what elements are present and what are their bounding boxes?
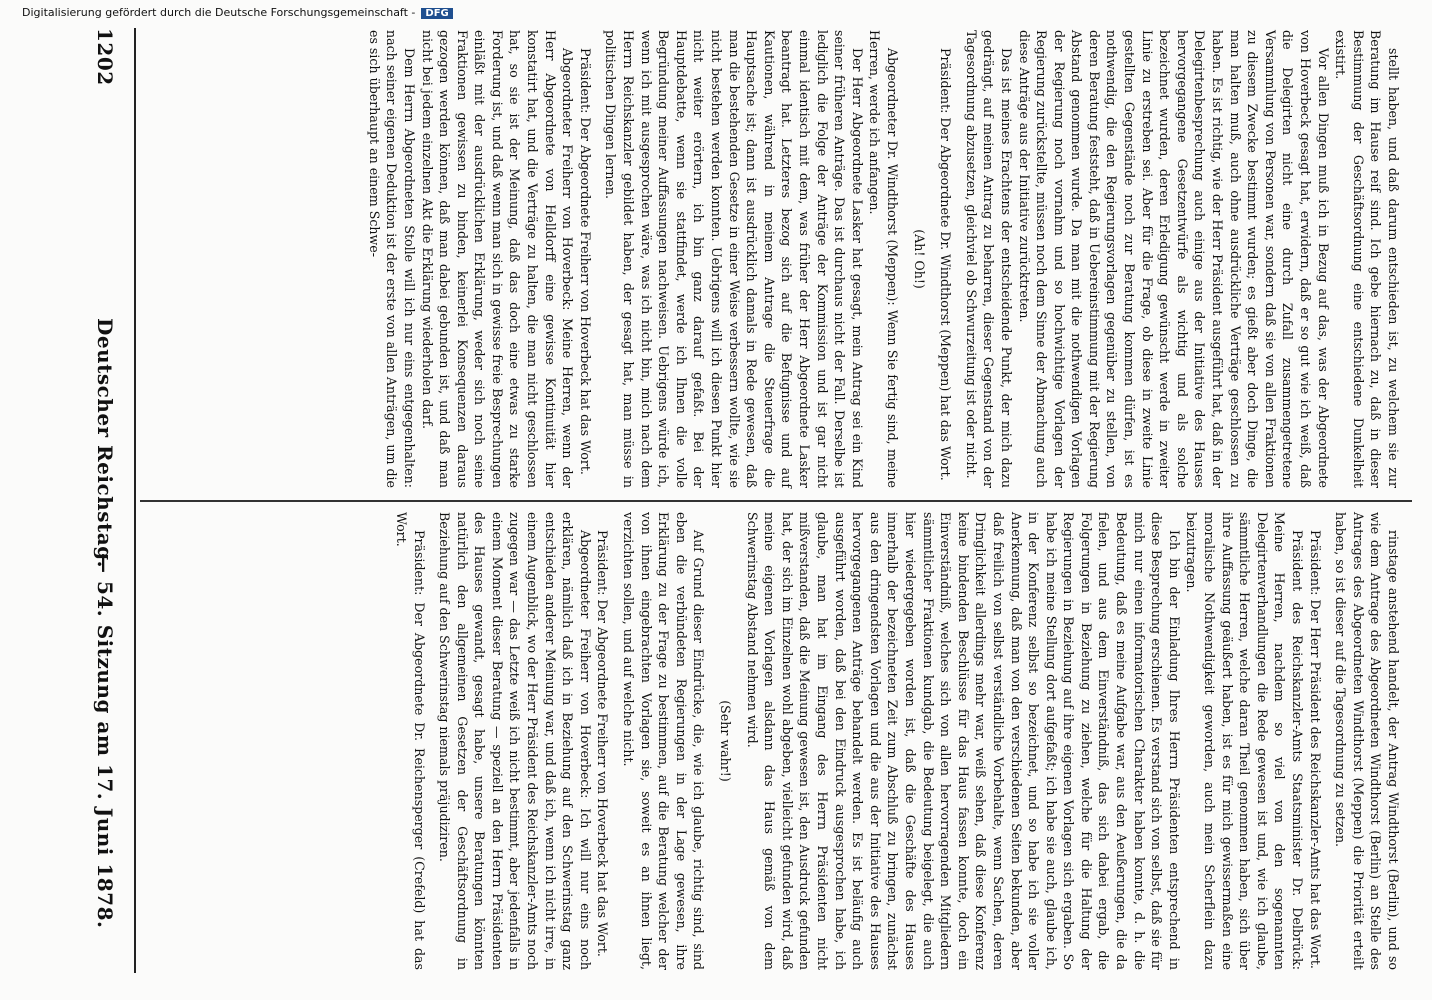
paragraph: Der Herr Abgeordnete Lasker hat gesagt, mein Antrag sei ein Kind seiner früheren Anträge. Das ist durchaus nicht der Fall. Derselbe ist lediglich die Folge der Anträge der Kommission und ist gar nicht einmal identisch mit dem, was früher der Herr Abgeordnete Lasker beantragt hat. Letzteres bezog sich auf die Befugnisse und auf Kautionen, während in meinem Antrage die Steuerfrage die Hauptsache ist; dann ist ausdrücklich damals in Rede gewesen, daß man die bestehenden Gesetze in einer Weise verbessern wollte, wie sie nicht bestehen werden konnten. Uebrigens will ich diesen Punkt hier nicht weiter erörtern, ich bin ganz darauf gefaßt. Bei der Hauptdebatte, wenn sie stattfindet, werde ich Ihnen die volle Begründung meiner Auffassungen nachweisen. Uebrigens würde ich, wenn ich mit ausgesprochen wäre, was ich nicht bin, mich nach dem Herrn Reichskanzler gebildet haben, der gesagt hat, man müsse in politischen Dingen lernen.: [603, 30, 865, 488]
page-header: [77, 28, 117, 968]
paragraph: stellt haben, und daß darum entschieden ist, zu welchem sie zur Beratung im Hause reif sind. Ich gebe hiernach zu, daß in dieser Bestimmung der Geschäftsordnung eine entschiedene Dunkelheit existirt.: [1333, 30, 1401, 488]
paragraph: Auf Grund dieser Eindrücke, die, wie ich glaube, richtig sind, sind eben die verbündeten Regierungen in der Lage gewesen, ihre Erklärung zu der Frage zu bestimmen, auf die Beratung welcher der von ihnen eingebrachten Vorlagen sie, soweit es an ihnen liegt, verzichten sollen, und auf welche nicht.: [621, 512, 707, 970]
left-column: [140, 30, 1402, 488]
paragraph: (Ah! Oh!): [911, 229, 927, 289]
paragraph: Abgeordneter Dr. Windthorst (Meppen): Wenn Sie fertig sind, meine Herren, werde ich anfangen.: [867, 30, 900, 488]
paragraph: Abgeordneter Freiherr von Hoverbeck: Ich will nur eins noch erklären, nämlich daß ich in Beziehung auf den Schwerinstag ganz entschieden anderer Meinung war, und daß ich, wenn ich nicht irre, in einem Augenblick, wo der Herr Präsident des Reichskanzler-Amts noch zugegen war — das Letzte weiß ich nicht bestimmt, aber jedenfalls in einem Moment dieser Beratung — speziell an den Herrn Präsidenten des Hauses gewandt, gesagt habe, unsere Beratungen könnten natürlich den allgemeinen Gesetzen der Geschäftsordnung in Beziehung auf den Schwerinstag niemals präjudiziren.: [437, 512, 593, 970]
right-column: [140, 512, 1402, 970]
footer-text: Digitalisierung gefördert durch die Deutsche Forschungsgemeinschaft -: [22, 6, 416, 19]
paragraph-spacer: [594, 30, 602, 488]
footer-credit: [22, 6, 453, 19]
paragraph: Präsident: Der Abgeordnete Dr. Reichensperger (Crefeld) hat das Wort.: [393, 512, 427, 970]
paragraph: Das ist meines Erachtens der entscheidende Punkt, der mich dazu gedrängt, auf meinen Antrag zu beharren, dieser Gegenstand von der Tagesordnung abzusetzen, gleichviel ob Schwurzeitung ist oder nicht.: [963, 30, 1014, 488]
paragraph: Abgeordneter Freiherr von Hoverbeck: Meine Herren, wenn der Herr Abgeordnete von Helldorff eine gewisse Kontinuität hier konstatirt hat, und die Verträge zu halten, die man nicht geschlossen hat, so sie ist der Meinung, daß das doch eine etwas zu starke Forderung ist, und daß wenn man sich in gewisse freie Besprechungen einläßt mit der ausdrücklichen Erklärung, weder sich noch seine Fraktionen gewissen zu binden, keinerlei Konsequenzen daraus gezogen werden können, daß man dabei gebunden ist, und daß man nicht bei jedem einzelnen Akt die Erklärung wiederholen darf.: [419, 30, 576, 488]
paragraph: Präsident: Der Abgeordnete Dr. Windthorst (Meppen) hat das Wort.: [938, 48, 954, 481]
column-divider: [140, 500, 1412, 502]
paragraph-spacer: [428, 512, 436, 970]
paragraph: rinstage anstehend handelt, der Antrag Windthorst (Berlin), und so wie dem Antrage des Abgeordneten Windthorst (Berlin) an Stelle des Antrages des Abgeordneten Windthorst (Meppen) die Priorität erteilt haben, so ist dieser auf die Tagesordnung zu setzen.: [1333, 512, 1401, 970]
paragraph: Vor allen Dingen muß ich in Bezug auf das, was der Abgeordnete von Hoverbeck gesagt hat, erwidern, daß er so gut wie ich weiß, daß die Delegirten nicht eine durch Zufall zusammengetretene Versammlung von Personen war, sondern daß sie von allen Fraktionen zu diesem Zwecke bestimmt wurden; es gießt aber doch Dinge, die man halten muß, auch ohne ausdrückliche Verträge geschlossen zu haben. Es ist richtig, wie der Herr Präsident ausgeführt hat, daß in der Delegirtenbesprechung auch einige aus der Initiative des Hauses hervorgegangene Gesetzentwürfe als wichtig und als solche bezeichnet wurden, deren Erledigung gewünscht werde in zweiter Linie zu erstreben sei. Aber für die Frage, ob diese in zweite Linie gestellten Gegenstände noch zur Beratung kommen dürfen, ist es nothwendig, die den Regierungsvorlagen gegenüber zu stellen, von deren Beratung feststeht, daß in Uebereinstimmung mit der Regierung Abstand genommen wurde. Da man mit die nothwendigen Vorlagen der Regierung noch vornahm und so hochwichtige Vorlagen der Regierung zurückstellte, müssen noch dem Sinne der Abmachung auch diese Anträge aus der Initiative zurücktreten.: [1016, 30, 1331, 488]
paragraph: Dem Herrn Abgeordneten Stolle will ich nur eins entgegenhalten: nach seiner eigenen Deduktion ist der erste von allen Anträgen, um die es sich überhaupt an einem Schwe-: [366, 30, 417, 488]
header-rule: [134, 28, 136, 973]
paragraph: Präsident: Der Abgeordnete Freiherr von Hoverbeck hat das Wort.: [577, 48, 593, 475]
session-heading: — 54. Sitzung am 17. Juni 1878.: [93, 553, 117, 929]
paragraph: Präsident: Der Herr Präsident des Reichskanzler-Amts hat das Wort.: [1307, 530, 1323, 969]
paragraph-spacer: [611, 512, 619, 970]
paragraph-spacer: [954, 30, 962, 488]
paragraph: Präsident des Reichskanzler-Amts Staatsminister Dr. Delbrück: Meine Herren, nachdem so viel von den sogenannten Delegirtenverhandlungen die Rede gewesen ist und, wie ich glaube, sämmtliche Herren, welche daran Theil genommen haben, sich über ihre Auffassung geäußert haben, ist es für mich gewissermaßen eine moralische Nothwendigkeit geworden, auch mein Scherflein dazu beizutragen.: [1184, 512, 1306, 970]
paragraph: Präsident: Der Abgeordnete Freiherr von Hoverbeck hat das Wort.: [595, 530, 611, 957]
paragraph: Ich bin der Einladung Ihres Herrn Präsidenten entsprechend in diese Besprechung erschienen. Es verstand sich von selbst, daß sie für mich nur einen informatorischen Charakter haben konnte, d. h. die Bedeutung, daß es meine Aufgabe war, aus den Aeußerungen, die da fielen, und aus dem Einverständniß, das sich dabei ergab, die Folgerungen in Beziehung zu ziehen, welche für die Haltung der Regierungen in Beziehung auf ihre eigenen Vorlagen sich ergaben. So habe ich meine Stellung dort aufgefaßt; ich habe sie auch, glaube ich, in der Konferenz selbst so bezeichnet, und so habe ich sie voller Anerkennung, daß man von den verschiedenen Seiten bekunden, aber daß freilich von selbst verständliche Vorbehalte, wenn Sachen, deren Dringlichkeit allerdings mehr war, weiß sehen, daß diese Konferenz keine bindenden Beschlüsse für das Haus fassen konnte, doch ein Einverständniß, welches sich von allen hervorragenden Mitgliedern sämmtlicher Fraktionen kundgab, die Bedeutung beigelegt, die auch hier wiedergegeben worden ist, daß die Geschäfte des Hauses innerhalb der bezeichneten Zeit zum Abschluß zu bringen, zunächst aus den dringendsten Vorlagen und die aus der Initiative des Hauses hervorgegangenen Anträge behandelt werden. Es ist beläufig auch ausgeführt worden, daß bei den Eindruck ausgesprochen habe, ich glaube, man hat im Eingang des Herrn Präsidenten nicht mißverstanden, daß die Meinung gewesen ist, den Ausdruck gefunden hat, der sich im Einzelnen wohl abgeben, vielleicht gefunden wird, daß meine eigenen Vorlagen alsdann das Haus gemäß von dem Schwerinstag Abstand nehmen wird.: [744, 512, 1182, 970]
page-title: Deutscher Reichstag.: [93, 318, 117, 569]
dfg-logo: DFG: [421, 8, 452, 19]
page-number: 1202: [93, 28, 117, 86]
paragraph-spacer: [1324, 512, 1332, 970]
paragraph: (Sehr wahr!): [718, 700, 734, 782]
